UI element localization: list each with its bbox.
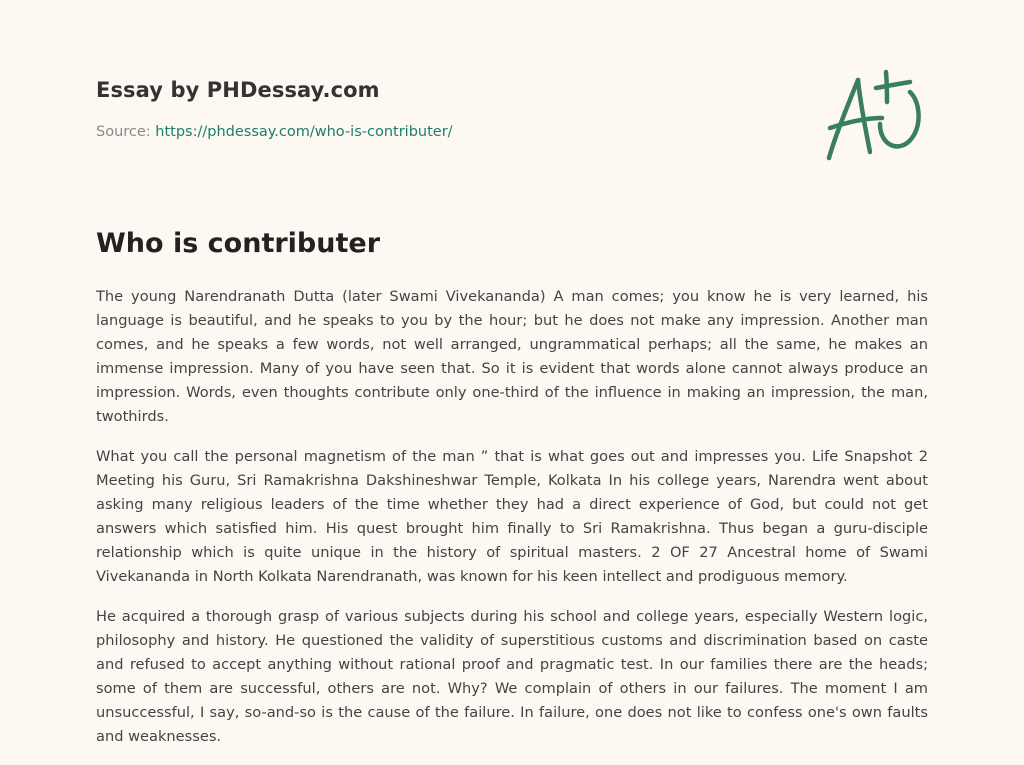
essay-paragraph: He acquired a thorough grasp of various subjects during his school and college years, especially Western logic, philosophy and history. He questioned the validity of superstitious customs and discrimination based on caste and refused to accept anything without rational proof and pragmatic test. In our families there are the heads; some of them are successful, others are not. Why? We complain of others in our failures. The moment I am unsuccessful, I say, so-and-so is the cause of the failure. In failure, one does not like to confess one's own faults and weaknesses. [96,608,928,745]
source-link[interactable]: https://phdessay.com/who-is-contributer/ [155,124,453,140]
essay-paragraph: The young Narendranath Dutta (later Swami Vivekananda) A man comes; you know he is very learned, his language is beautiful, and he speaks to you by the hour; but he does not make any impression. Another man comes, and he speaks a few words, not well arranged, ungrammatical perhaps; all the same, he makes an immense impression. Many of you have seen that. So it is evident that words alone cannot always produce an impression. Words, even thoughts contribute only one-third of the influence in making an impression, the man, twothirds. [96,288,928,425]
source-label: Source: [96,124,151,140]
site-title: Essay by PHDessay.com [96,78,380,102]
essay-paragraph: What you call the personal magnetism of the man ” that is what goes out and impresses you. Life Snapshot 2 Meeting his Guru, Sri Ramakrishna Dakshineshwar Temple, Kolkata In his college years, Narendra went about asking many religious leaders of the time whether they had a direct experience of God, but could not get answers which satisfied him. His quest brought him finally to Sri Ramakrishna. Thus began a guru-disciple relationship which is quite unique in the history of spiritual masters. 2 OF 27 Ancestral home of Swami Vivekananda in North Kolkata Narendranath, was known for his keen intellect and prodiguous memory. [96,448,928,585]
page-header [96,76,696,142]
source-line [96,122,696,142]
essay-title: Who is contributer [96,228,381,259]
essay-body [96,285,928,765]
a-plus-grade-logo [820,66,930,166]
a-plus-logo-icon [820,66,930,166]
